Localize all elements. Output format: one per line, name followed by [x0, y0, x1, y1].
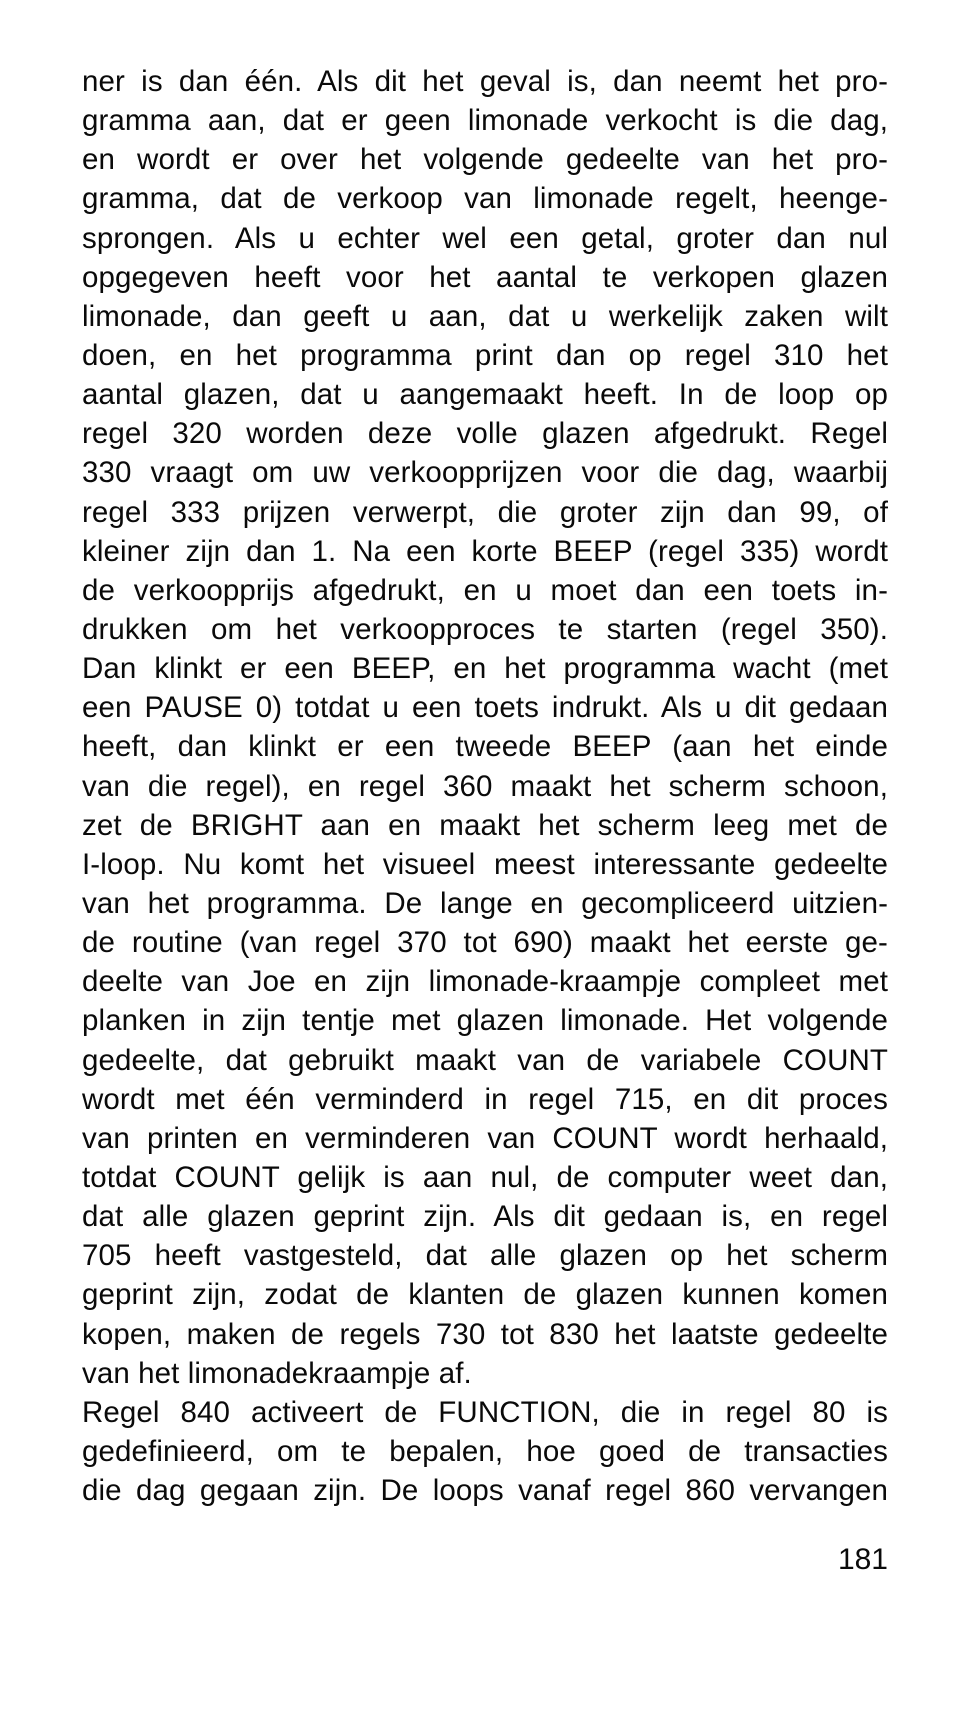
- text-line: de verkoopprijs afgedrukt, en u moet dan een toets in-: [82, 573, 888, 607]
- text-line: van die regel), en regel 360 maakt het scherm schoon,: [82, 769, 888, 803]
- text-line: ner is dan één. Als dit het geval is, dan neemt het pro-: [82, 65, 888, 98]
- text-line: deelte van Joe en zijn limonade-kraampje compleet met: [82, 965, 888, 999]
- text-line: gramma aan, dat er geen limonade verkocht is die dag,: [82, 104, 888, 138]
- text-line: de routine (van regel 370 tot 690) maakt het eerste ge-: [82, 926, 888, 960]
- body-text: [82, 62, 888, 1510]
- text-line: van printen en verminderen van COUNT wordt herhaald,: [82, 1121, 888, 1155]
- text-line: planken in zijn tentje met glazen limonade. Het volgende: [82, 1004, 888, 1038]
- text-line: kleiner zijn dan 1. Na een korte BEEP (regel 335) wordt: [82, 534, 888, 568]
- text-line: doen, en het programma print dan op regel 310 het: [82, 338, 888, 372]
- text-line: opgegeven heeft voor het aantal te verkopen glazen: [82, 260, 888, 294]
- text-line: wordt met één verminderd in regel 715, en dit proces: [82, 1082, 888, 1116]
- text-line: geprint zijn, zodat de klanten de glazen kunnen komen: [82, 1278, 888, 1312]
- text-line: Dan klinkt er een BEEP, en het programma wacht (met: [82, 652, 888, 686]
- text-line: regel 333 prijzen verwerpt, die groter zijn dan 99, of: [82, 495, 888, 529]
- page-number: 181: [837, 1543, 888, 1576]
- text-line: 330 vraagt om uw verkoopprijzen voor die dag, waarbij: [82, 456, 888, 490]
- text-line: een PAUSE 0) totdat u een toets indrukt. Als u dit gedaan: [82, 691, 888, 725]
- text-line: van het programma. De lange en gecompliceerd uitzien-: [82, 886, 888, 920]
- text-line: I-loop. Nu komt het visueel meest interessante gedeelte: [82, 847, 888, 881]
- text-line: en wordt er over het volgende gedeelte van het pro-: [82, 143, 888, 177]
- text-line: drukken om het verkoopproces te starten (regel 350).: [82, 612, 888, 646]
- text-line: die dag gegaan zijn. De loops vanaf regel 860 vervangen: [82, 1474, 888, 1508]
- text-line: aantal glazen, dat u aangemaakt heeft. In de loop op: [82, 378, 888, 412]
- text-line: regel 320 worden deze volle glazen afgedrukt. Regel: [82, 417, 888, 451]
- text-line: sprongen. Als u echter wel een getal, groter dan nul: [82, 221, 888, 255]
- text-line: heeft, dan klinkt er een tweede BEEP (aan het einde: [82, 730, 888, 764]
- text-line: gedefinieerd, om te bepalen, hoe goed de transacties: [82, 1434, 888, 1468]
- text-line: Regel 840 activeert de FUNCTION, die in regel 80 is: [82, 1395, 888, 1429]
- text-line: gramma, dat de verkoop van limonade regelt, heenge-: [82, 182, 888, 216]
- text-line: limonade, dan geeft u aan, dat u werkelijk zaken wilt: [82, 299, 888, 333]
- text-line: kopen, maken de regels 730 tot 830 het laatste gedeelte: [82, 1317, 888, 1351]
- text-line: 705 heeft vastgesteld, dat alle glazen op het scherm: [82, 1239, 888, 1273]
- text-line: dat alle glazen geprint zijn. Als dit gedaan is, en regel: [82, 1200, 888, 1234]
- text-line: zet de BRIGHT aan en maakt het scherm leeg met de: [82, 808, 888, 842]
- paragraph-end-line: van het limonadekraampje af.: [82, 1356, 472, 1390]
- text-line: gedeelte, dat gebruikt maakt van de variabele COUNT: [82, 1043, 888, 1077]
- text-line: totdat COUNT gelijk is aan nul, de computer weet dan,: [82, 1160, 888, 1194]
